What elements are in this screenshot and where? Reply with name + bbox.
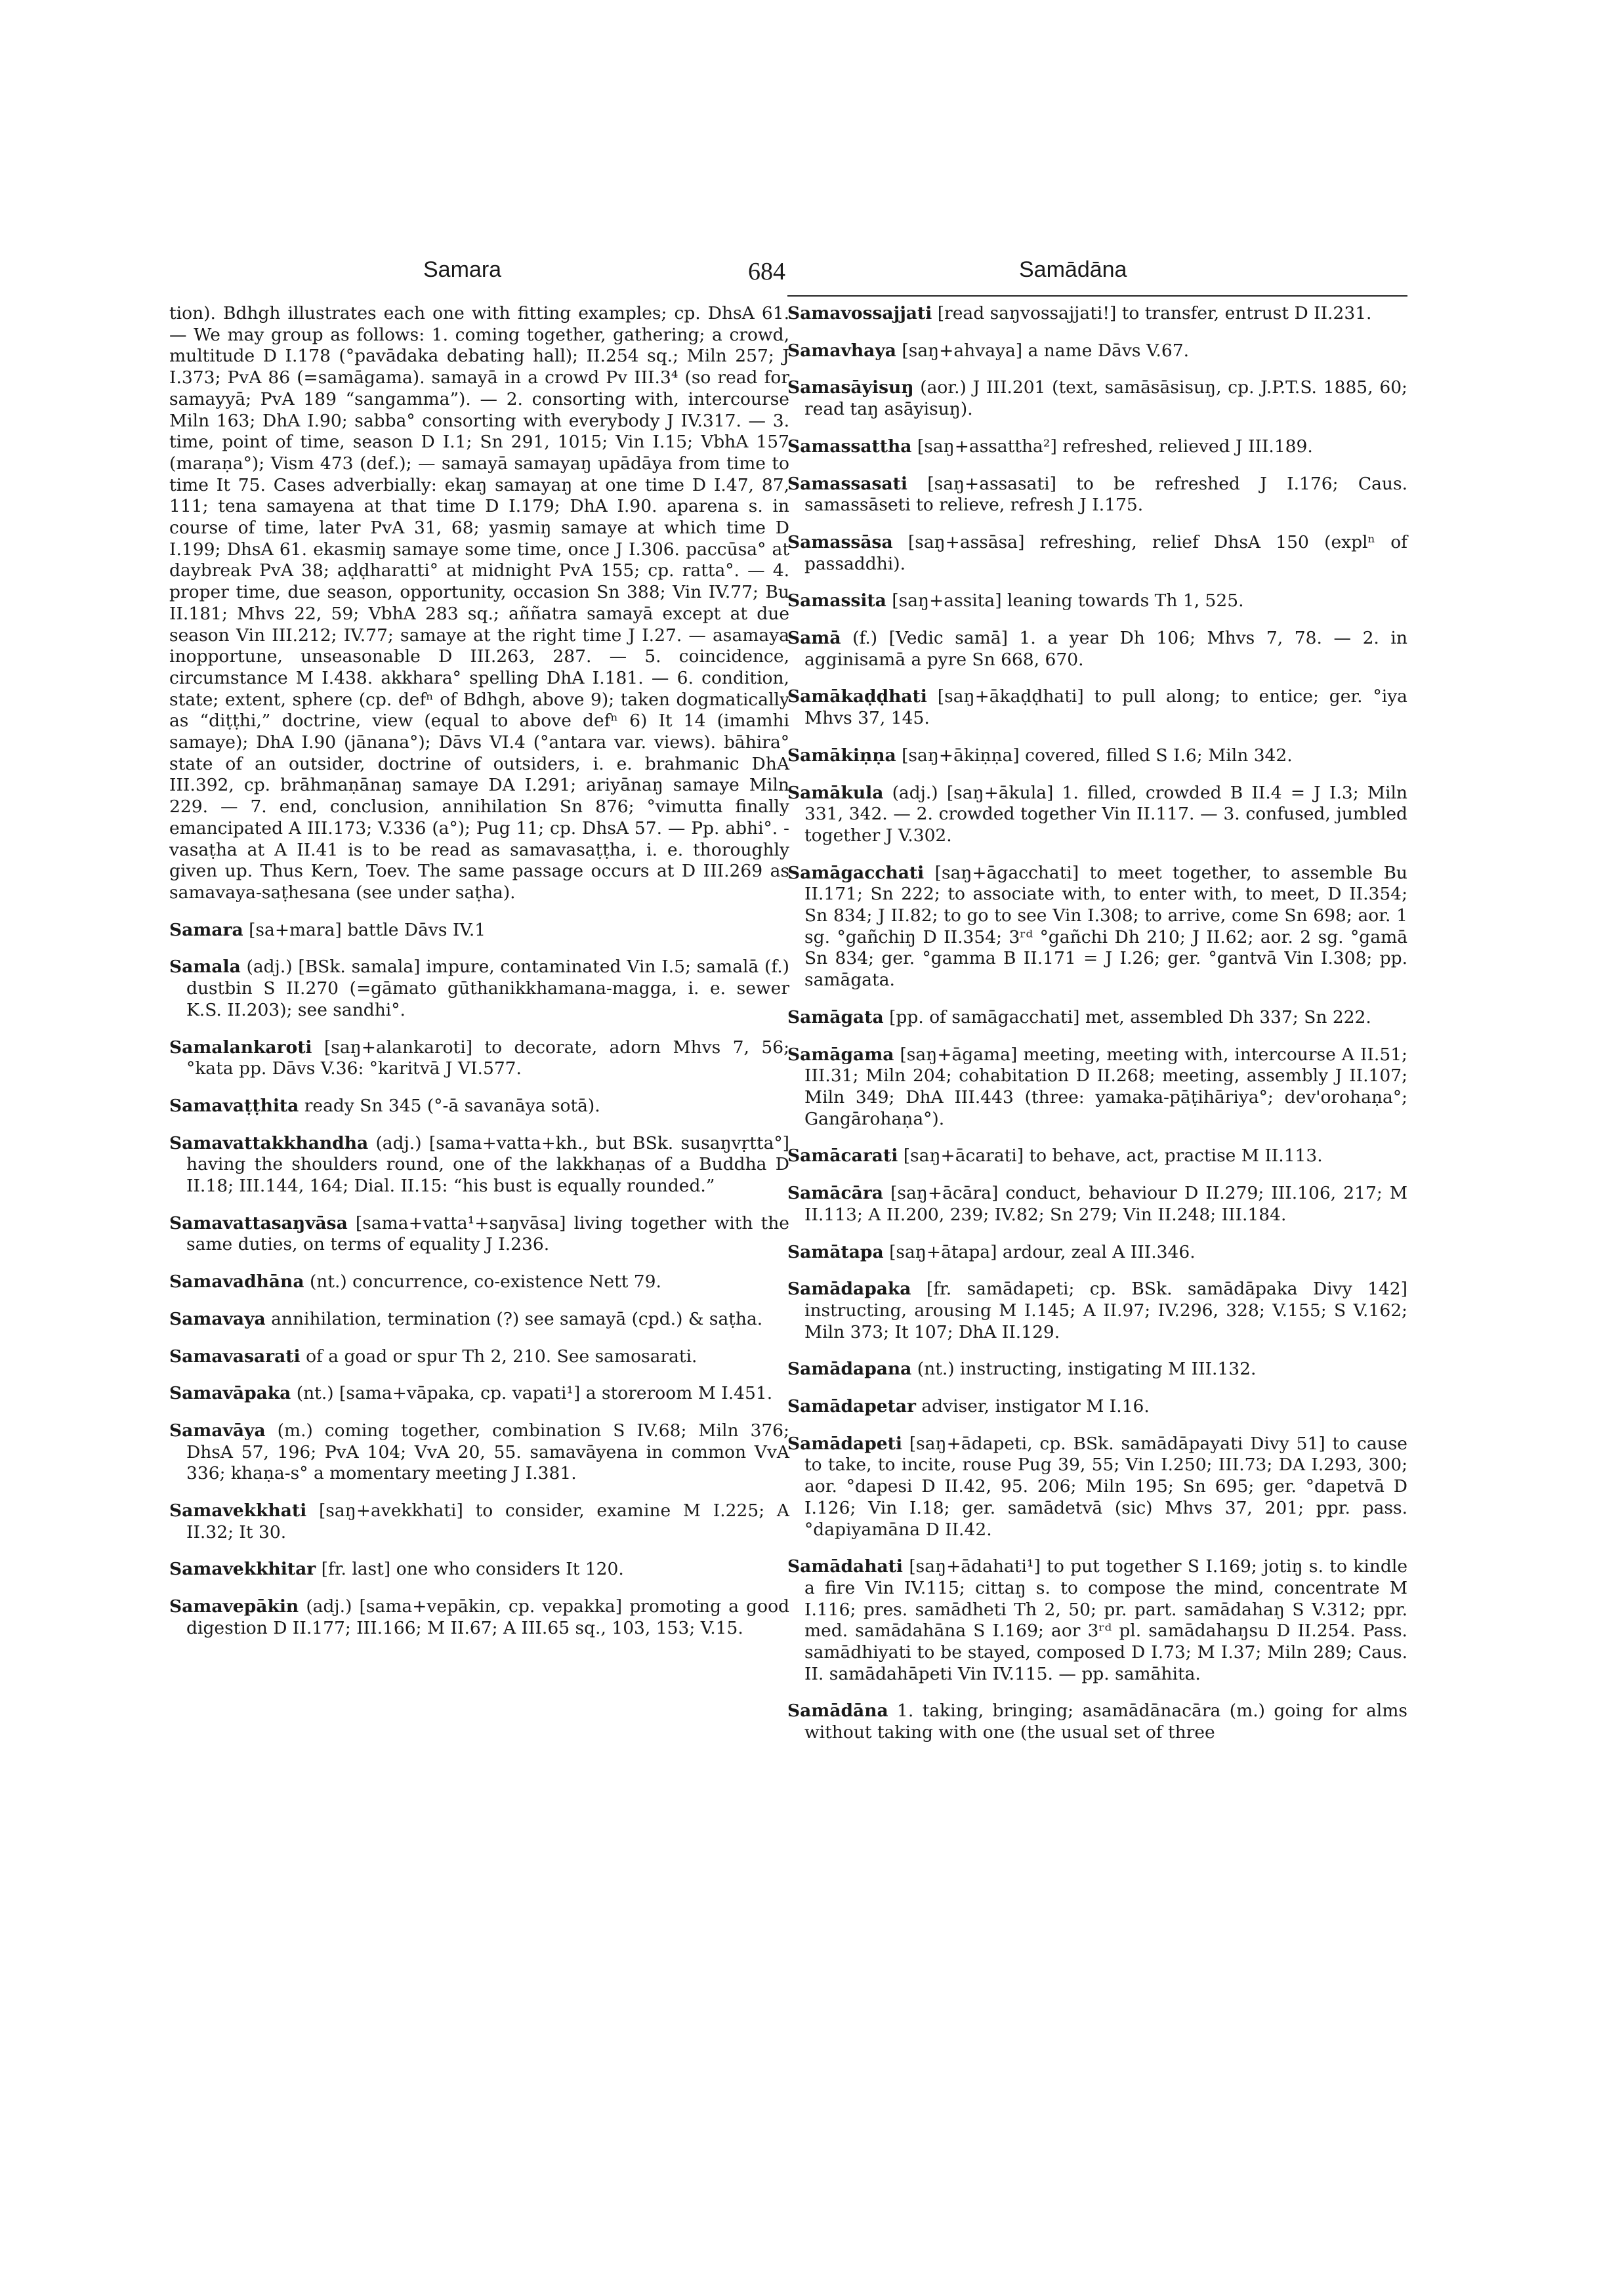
entry-definition: (m.) coming together, combination S IV.68; Miln 376; DhsA 57, 196; PvA 104; VvA 20, 55. samavāyena in common VvA 336; khaṇa-s° a momentary meeting J I.381.	[186, 1420, 789, 1484]
dictionary-entry	[787, 436, 1407, 458]
dictionary-entry	[169, 1272, 789, 1293]
dictionary-entry	[787, 377, 1407, 420]
dictionary-entry	[787, 686, 1407, 729]
dictionary-entry	[787, 1242, 1407, 1264]
entry-headword: Samavekkhati	[169, 1500, 307, 1521]
dictionary-entry	[169, 1096, 789, 1117]
dictionary-entry	[787, 1007, 1407, 1029]
dictionary-entry	[787, 783, 1407, 847]
dictionary-entry	[169, 303, 789, 904]
entry-definition: tion). Bdhgh illustrates each one with fitting examples; cp. DhsA 61. — We may group as follows: 1. coming together, gathering; a crowd, multitude D I.178 (°pavādaka debating hall); II.254 sq.; Miln 257; J I.373; PvA 86 (=samāgama). samayā in a crowd Pv III.3⁴ (so read for samayyā; PvA 189 “sangamma”). — 2. consorting with, intercourse Miln 163; DhA I.90; sabba° consorting with everybody J IV.317. — 3. time, point of time, season D I.1; Sn 291, 1015; Vin I.15; VbhA 157 (maraṇa°); Vism 473 (def.); — samayā samayaŋ upādāya from time to time It 75. Cases adverbially: ekaŋ samayaŋ at one time D I.47, 87, 111; tena samayena at that time D I.179; DhA I.90. aparena s. in course of time, later PvA 31, 68; yasmiŋ samaye at which time D I.199; DhsA 61. ekasmiŋ samaye some time, once J I.306. paccūsa° at daybreak PvA 38; aḍḍharatti° at midnight PvA 155; cp. ratta°. — 4. proper time, due season, opportunity, occasion Sn 388; Vin IV.77; Bu II.181; Mhvs 22, 59; VbhA 283 sq.; aññatra samayā except at due season Vin III.212; IV.77; samaye at the right time J I.27. — asamaya inopportune, unseasonable D III.263, 287. — 5. coincidence, circumstance M I.438. akkhara° spelling DhA I.181. — 6. condition, state; extent, sphere (cp. defⁿ of Bdhgh, above 9); taken dogmatically as “diṭṭhi,” doctrine, view (equal to above defⁿ 6) It 14 (imamhi samaye); DhA I.90 (jānana°); Dāvs VI.4 (°antara var. views). bāhira° state of an outsider, doctrine of outsiders, i. e. brahmanic DhA III.392, cp. brāhmaṇānaŋ samaye DA I.291; ariyānaŋ samaye Miln 229. — 7. end, conclusion, annihilation Sn 876; °vimutta finally emancipated A III.173; V.336 (a°); Pug 11; cp. DhsA 57. — Pp. abhi°. -vasaṭha at A II.41 is to be read as samavasaṭṭha, i. e. thoroughly given up. Thus Kern, Toev. The same passage occurs at D III.269 as samavaya-saṭhesana (see under saṭha).	[169, 303, 789, 903]
entry-headword: Samākaḍḍhati	[787, 686, 927, 707]
entry-headword: Samavaṭṭhita	[169, 1095, 299, 1116]
dictionary-entry	[787, 1434, 1407, 1541]
entry-definition: [saŋ+assāsa] refreshing, relief DhsA 150 (explⁿ of passaddhi).	[804, 531, 1407, 574]
dictionary-entry	[787, 1396, 1407, 1418]
entry-headword: Samāgama	[787, 1044, 894, 1065]
running-head-left: Samara	[423, 257, 502, 282]
left-column	[169, 303, 789, 1655]
entry-headword: Samātapa	[787, 1241, 884, 1262]
dictionary-entry	[169, 1346, 789, 1368]
entry-headword: Samādāna	[787, 1701, 888, 1722]
entry-definition: [read saŋvossajjati!] to transfer, entrust D II.231.	[937, 303, 1372, 323]
dictionary-entry	[169, 1133, 789, 1197]
dictionary-entry	[169, 1559, 789, 1581]
entry-headword: Samassita	[787, 590, 886, 611]
dictionary-entry	[787, 863, 1407, 991]
entry-definition: (adj.) [sama+vatta+kh., but BSk. susaŋvṛtta°] having the shoulders round, one of the lakkhaṇas of a Buddha D II.18; III.144, 164; Dial. II.15: “his bust is equally rounded.”	[186, 1132, 789, 1197]
entry-definition: [fr. last] one who considers It 120.	[321, 1559, 624, 1580]
dictionary-entry	[787, 341, 1407, 362]
entry-headword: Samādapetar	[787, 1396, 916, 1417]
entry-headword: Samāgacchati	[787, 862, 925, 883]
entry-definition: (adj.) [BSk. samala] impure, contaminated Vin I.5; samalā (f.) dustbin S II.270 (=gāmato gūthanikkhamana-magga, i. e. sewer K.S. II.203); see sandhi°.	[186, 957, 789, 1020]
entry-definition: [saŋ+assattha²] refreshed, relieved J III.189.	[917, 436, 1313, 457]
page-header	[0, 257, 1624, 297]
entry-headword: Samādahati	[787, 1556, 903, 1577]
entry-headword: Samasāyisuŋ	[787, 377, 914, 398]
entry-definition: [saŋ+ākaḍḍhati] to pull along; to entice; ger. °iya Mhvs 37, 145.	[804, 686, 1407, 729]
entry-definition: (adj.) [saŋ+ākula] 1. filled, crowded B II.4 = J I.3; Miln 331, 342. — 2. crowded together Vin II.117. — 3. confused, jumbled together J V.302.	[804, 782, 1407, 846]
entry-headword: Samavaya	[169, 1308, 266, 1329]
dictionary-entry	[169, 1037, 789, 1080]
entry-headword: Samavattasaŋvāsa	[169, 1212, 348, 1233]
entry-definition: (nt.) concurrence, co-existence Nett 79.	[309, 1272, 661, 1292]
dictionary-entry	[169, 1420, 789, 1485]
dictionary-entry	[787, 590, 1407, 612]
entry-definition: [saŋ+ācarati] to behave, act, practise M II.113.	[903, 1146, 1323, 1167]
dictionary-entry	[787, 1183, 1407, 1226]
entry-definition: (adj.) [sama+vepākin, cp. vepakka] promoting a good digestion D II.177; III.166; M II.67; A III.65 sq., 103, 153; V.15.	[186, 1596, 789, 1638]
running-head-right: Samādāna	[1019, 257, 1127, 282]
entry-definition: [saŋ+avekkhati] to consider, examine M I.225; A II.32; It 30.	[186, 1500, 789, 1542]
dictionary-entry	[169, 920, 789, 941]
entry-headword: Samādapaka	[787, 1279, 911, 1300]
entry-headword: Samācarati	[787, 1146, 898, 1167]
entry-headword: Samavekkhitar	[169, 1559, 316, 1580]
entry-headword: Samākiṇṇa	[787, 745, 896, 766]
page-number: 684	[748, 258, 785, 285]
entry-definition: [fr. samādapeti; cp. BSk. samādāpaka Divy 142] instructing, arousing M I.145; A II.97; IV.296, 328; V.155; S V.162; Miln 373; It 107; DhA II.129.	[804, 1279, 1407, 1342]
entry-definition: [sa+mara] battle Dāvs IV.1	[249, 919, 486, 940]
dictionary-entry	[169, 1309, 789, 1331]
entry-headword: Samavepākin	[169, 1596, 299, 1617]
dictionary-entry	[787, 532, 1407, 575]
entry-definition: [saŋ+ākiṇṇa] covered, filled S I.6; Miln 342.	[902, 745, 1293, 766]
entry-definition: (nt.) instructing, instigating M III.132.	[917, 1359, 1257, 1380]
entry-definition: [saŋ+ātapa] ardour, zeal A III.346.	[889, 1241, 1196, 1262]
right-column	[787, 303, 1407, 1760]
dictionary-entry	[169, 957, 789, 1021]
entry-headword: Samalankaroti	[169, 1037, 312, 1058]
entry-headword: Samavattakkhandha	[169, 1132, 369, 1153]
entry-definition: [pp. of samāgacchati] met, assembled Dh 337; Sn 222.	[889, 1006, 1371, 1027]
dictionary-entry	[787, 1556, 1407, 1685]
dictionary-entry	[169, 1596, 789, 1639]
entry-headword: Samassattha	[787, 436, 912, 457]
dictionary-entry	[787, 1359, 1407, 1380]
entry-headword: Samara	[169, 919, 243, 940]
entry-headword: Samādapeti	[787, 1433, 902, 1454]
entry-definition: [saŋ+assasati] to be refreshed J I.176; Caus. samassāseti to relieve, refresh J I.175.	[804, 473, 1407, 516]
entry-definition: [saŋ+āgama] meeting, meeting with, intercourse A II.51; III.31; Miln 204; cohabitation D II.268; meeting, assembly J II.107; Miln 349; DhA III.443 (three: yamaka-pāṭihāriya°; dev'orohaṇa°; Gangārohaṇa°).	[804, 1044, 1407, 1129]
dictionary-entry	[787, 1044, 1407, 1130]
dictionary-entry	[787, 303, 1407, 325]
entry-definition: (f.) [Vedic samā] 1. a year Dh 106; Mhvs 7, 78. — 2. in agginisamā a pyre Sn 668, 670.	[804, 628, 1407, 670]
entry-headword: Samassāsa	[787, 531, 893, 552]
entry-headword: Samākula	[787, 782, 884, 803]
dictionary-entry	[787, 474, 1407, 516]
entry-headword: Samācāra	[787, 1183, 883, 1204]
entry-definition: [saŋ+āgacchati] to meet together, to assemble Bu II.171; Sn 222; to associate with, to enter with, to meet, D II.354; Sn 834; J II.82; to go to see Vin I.308; to arrive, come Sn 698; aor. 1 sg. °gañchiŋ D II.354; 3ʳᵈ °gañchi Dh 210; J II.62; aor. 2 sg. °gamā Sn 834; ger. °gamma B II.171 = J I.26; ger. °gantvā Vin I.308; pp. samāgata.	[804, 862, 1407, 991]
entry-headword: Samala	[169, 957, 241, 978]
entry-headword: Samavhaya	[787, 340, 896, 361]
entry-headword: Samavāpaka	[169, 1383, 291, 1404]
header-rule	[787, 295, 1407, 297]
dictionary-entry	[169, 1500, 789, 1543]
dictionary-entry	[169, 1383, 789, 1405]
entry-headword: Samādapana	[787, 1359, 912, 1380]
entry-headword: Samā	[787, 628, 841, 649]
entry-headword: Samavāya	[169, 1420, 266, 1441]
entry-headword: Samavasarati	[169, 1346, 301, 1367]
entry-definition: [saŋ+ādapeti, cp. BSk. samādāpayati Divy 51] to cause to take, to incite, rouse Pug 39, 55; Vin I.250; III.73; DA I.293, 300; aor. °dapesi D II.42, 95. 206; Miln 195; Sn 695; ger. °dapetvā D I.126; Vin I.18; ger. samādetvā (sic) Mhvs 37, 201; ppr. pass. °dapiyamāna D II.42.	[804, 1433, 1407, 1540]
entry-definition: [saŋ+ahvaya] a name Dāvs V.67.	[902, 340, 1189, 361]
entry-definition: [saŋ+assita] leaning towards Th 1, 525.	[892, 590, 1244, 611]
dictionary-entry	[787, 1279, 1407, 1343]
entry-definition: (nt.) [sama+vāpaka, cp. vapati¹] a storeroom M I.451.	[296, 1383, 773, 1404]
entry-definition: [saŋ+ādahati¹] to put together S I.169; jotiŋ s. to kindle a fire Vin IV.115; cittaŋ s. to compose the mind, concentrate M I.116; pres. samādheti Th 2, 50; pr. part. samādahaŋ S V.312; ppr. med. samādahāna S I.169; aor 3ʳᵈ pl. samādahaŋsu D II.254. Pass. samādhiyati to be stayed, composed D I.73; M I.37; Miln 289; Caus. II. samādahāpeti Vin IV.115. — pp. samāhita.	[804, 1556, 1407, 1684]
entry-headword: Samāgata	[787, 1006, 884, 1027]
entry-definition: of a goad or spur Th 2, 210. See samosarati.	[306, 1346, 697, 1367]
entry-definition: [saŋ+ācāra] conduct, behaviour D II.279; III.106, 217; M II.113; A II.200, 239; IV.82; Sn 279; Vin II.248; III.184.	[804, 1183, 1407, 1225]
entry-definition: [sama+vatta¹+saŋvāsa] living together with the same duties, on terms of equality J I.236.	[186, 1212, 789, 1255]
entry-definition: 1. taking, bringing; asamādānacāra (m.) going for alms without taking with one (the usual set of three	[804, 1701, 1407, 1743]
entry-definition: ready Sn 345 (°-ā savanāya sotā).	[304, 1095, 600, 1116]
entry-definition: [saŋ+alankaroti] to decorate, adorn Mhvs 7, 56; °kata pp. Dāvs V.36: °karitvā J VI.577.	[186, 1037, 789, 1079]
dictionary-entry	[787, 628, 1407, 671]
dictionary-entry	[787, 1146, 1407, 1167]
dictionary-entry	[169, 1213, 789, 1256]
dictionary-entry	[787, 1701, 1407, 1743]
dictionary-entry	[787, 745, 1407, 767]
entry-headword: Samassasati	[787, 473, 907, 494]
entry-definition: (aor.) J III.201 (text, samāsāsisuŋ, cp. J.P.T.S. 1885, 60; read taŋ asāyisuŋ).	[804, 377, 1407, 420]
entry-definition: adviser, instigator M I.16.	[921, 1396, 1150, 1417]
entry-headword: Samavossajjati	[787, 303, 932, 323]
entry-headword: Samavadhāna	[169, 1272, 304, 1292]
entry-definition: annihilation, termination (?) see samayā (cpd.) & saṭha.	[271, 1308, 763, 1329]
